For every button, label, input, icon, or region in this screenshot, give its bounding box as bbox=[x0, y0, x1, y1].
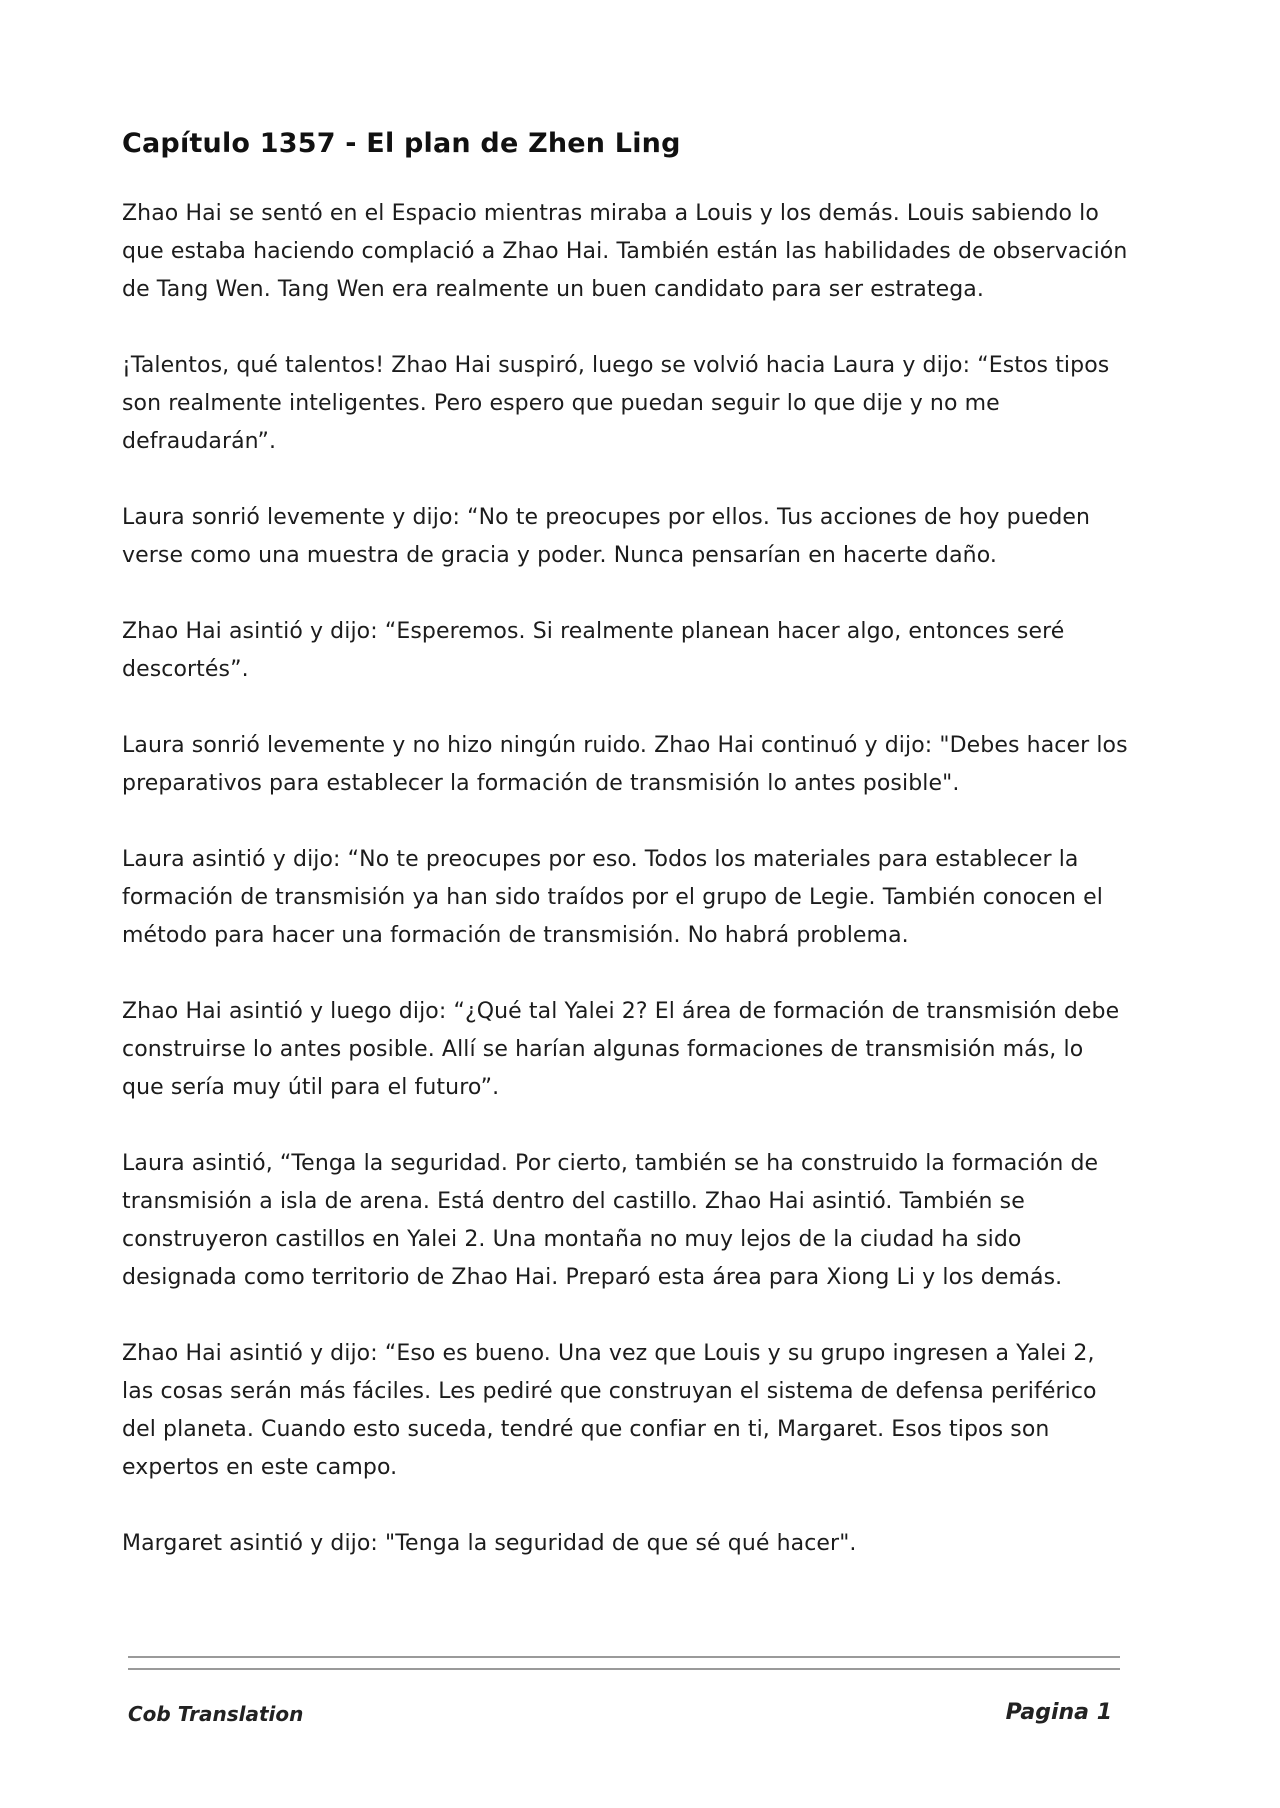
footer-divider-top bbox=[128, 1656, 1120, 1658]
paragraph-3: Laura sonrió levemente y dijo: “No te preocupes por ellos. Tus acciones de hoy pueden verse como una muestra de gracia y poder. Nunca pensarían en hacerte daño. bbox=[122, 505, 1091, 568]
paragraph-4: Zhao Hai asintió y dijo: “Esperemos. Si realmente planean hacer algo, entonces seré descortés”. bbox=[122, 619, 1065, 682]
paragraph-2: ¡Talentos, qué talentos! Zhao Hai suspiró, luego se volvió hacia Laura y dijo: “Estos tipos son realmente inteligentes. Pero espero que puedan seguir lo que dije y no me defraudarán”. bbox=[122, 353, 1110, 454]
footer-page-number: Pagina 1 bbox=[1005, 1700, 1112, 1725]
chapter-title: Capítulo 1357 - El plan de Zhen Ling bbox=[122, 128, 681, 159]
paragraph-1: Zhao Hai se sentó en el Espacio mientras miraba a Louis y los demás. Louis sabiendo lo que estaba haciendo complació a Zhao Hai. También están las habilidades de observación de Tang Wen. Tang Wen era realmente un buen candidato para ser estratega. bbox=[122, 201, 1128, 302]
footer-translator-credit: Cob Translation bbox=[128, 1702, 304, 1726]
paragraph-9: Zhao Hai asintió y dijo: “Eso es bueno. Una vez que Louis y su grupo ingresen a Yalei 2, las cosas serán más fáciles. Les pediré que construyan el sistema de defensa periférico del planeta. Cuando esto suceda, tendré que confiar en ti, Margaret. Esos tipos son expertos en este campo. bbox=[122, 1341, 1097, 1480]
footer-divider-bottom bbox=[128, 1668, 1120, 1670]
paragraph-7: Zhao Hai asintió y luego dijo: “¿Qué tal Yalei 2? El área de formación de transmisión debe construirse lo antes posible. Allí se harían algunas formaciones de transmisión más, lo que sería muy útil para el futuro”. bbox=[122, 999, 1120, 1100]
document-body bbox=[122, 126, 1132, 1601]
paragraph-8: Laura asintió, “Tenga la seguridad. Por cierto, también se ha construido la formación de transmisión a isla de arena. Está dentro del castillo. Zhao Hai asintió. También se construyeron castillos en Yalei 2. Una montaña no muy lejos de la ciudad ha sido designada como territorio de Zhao Hai. Preparó esta área para Xiong Li y los demás. bbox=[122, 1151, 1099, 1290]
paragraph-10: Margaret asintió y dijo: "Tenga la seguridad de que sé qué hacer". bbox=[122, 1531, 857, 1556]
paragraph-5: Laura sonrió levemente y no hizo ningún ruido. Zhao Hai continuó y dijo: "Debes hacer los preparativos para establecer la formación de transmisión lo antes posible". bbox=[122, 733, 1128, 796]
paragraph-6: Laura asintió y dijo: “No te preocupes por eso. Todos los materiales para establecer la formación de transmisión ya han sido traídos por el grupo de Legie. También conocen el método para hacer una formación de transmisión. No habrá problema. bbox=[122, 847, 1103, 948]
